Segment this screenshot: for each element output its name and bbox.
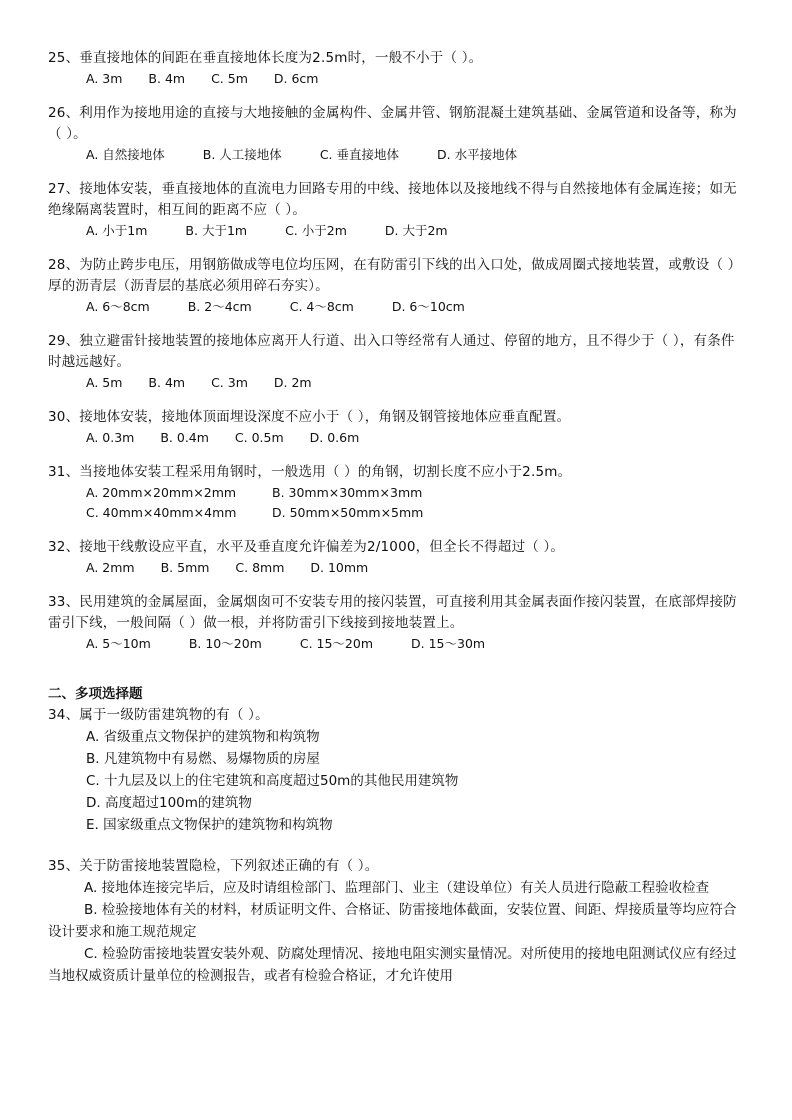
question-text: 35、关于防雷接地装置隐检，下列叙述正确的有（ ）。 (48, 858, 379, 874)
option-d: D. 2m (273, 375, 312, 390)
question-text: 30、接地体安装，接地体顶面埋设深度不应小于（ ），角钢及钢管接地体应垂直配置。 (48, 409, 571, 425)
document-page (48, 48, 748, 1001)
question-text: 31、当接地体安装工程采用角钢时，一般选用（ ）的角钢，切割长度不应小于2.5m。 (48, 464, 572, 480)
options (48, 69, 748, 89)
option-d: D. 6cm (273, 71, 319, 86)
options (48, 483, 748, 503)
option-c: C. 5m (211, 71, 248, 86)
question-35 (48, 856, 748, 987)
question-33 (48, 592, 748, 654)
question-text: 33、民用建筑的金属屋面，金属烟囱可不安装专用的接闪装置，可直接利用其金属表面作接闪装置，在底部焊接防雷引下线，一般间隔（ ）做一根，并将防雷引下线接到接地装置上。 (48, 594, 737, 631)
option-d: D. 6～10cm (391, 299, 465, 314)
option-d: D. 10mm (310, 560, 369, 575)
section-title: 二、多项选择题 (48, 686, 143, 702)
option-b: B. 4m (148, 375, 186, 390)
option-a: A. 3m (86, 71, 123, 86)
options (48, 726, 748, 836)
option-a: A. 5m (86, 375, 123, 390)
option-d: D. 高度超过100m的建筑物 (86, 795, 252, 811)
question-32 (48, 537, 748, 578)
option-c: C. 4～8cm (289, 299, 354, 314)
question-25 (48, 48, 748, 89)
question-text: 25、垂直接地体的间距在垂直接地体长度为2.5m时，一般不小于（ ）。 (48, 50, 483, 66)
option-a: A. 0.3m (86, 430, 135, 445)
option-c: C. 检验防雷接地装置安装外观、防腐处理情况、接地电阻实测实量情况。对所使用的接地电阻测试仪应有经过当地权威资质计量单位的检测报告，或者有检验合格证，才允许使用 (48, 946, 737, 984)
option-b: B. 5mm (160, 560, 210, 575)
question-30 (48, 407, 748, 448)
question-28 (48, 255, 748, 317)
option-d: D. 15～30m (411, 636, 486, 651)
options (48, 428, 748, 448)
option-a: A. 小于1m (86, 223, 148, 238)
options (48, 558, 748, 578)
option-b: B. 大于1m (185, 223, 248, 238)
option-d: D. 0.6m (309, 430, 360, 445)
option-c: C. 40mm×40mm×4mm (86, 505, 237, 520)
option-b: B. 10～20m (188, 636, 262, 651)
options (48, 221, 748, 241)
option-b: B. 30mm×30mm×3mm (272, 485, 423, 500)
question-text: 34、属于一级防雷建筑物的有（ ）。 (48, 707, 269, 723)
option-c: C. 垂直接地体 (319, 147, 399, 162)
options (48, 503, 748, 523)
question-26 (48, 103, 748, 165)
option-a: A. 6～8cm (86, 299, 150, 314)
option-c: C. 15～20m (299, 636, 374, 651)
option-d: D. 大于2m (384, 223, 448, 238)
option-c: C. 8mm (235, 560, 285, 575)
options (48, 297, 748, 317)
question-34 (48, 705, 748, 836)
option-a: A. 自然接地体 (86, 147, 165, 162)
option-a: A. 5～10m (86, 636, 151, 651)
options (48, 373, 748, 393)
option-c: C. 3m (211, 375, 248, 390)
option-b: B. 4m (148, 71, 186, 86)
option-b: B. 人工接地体 (202, 147, 282, 162)
option-d: D. 50mm×50mm×5mm (272, 505, 424, 520)
option-b: B. 凡建筑物中有易燃、易爆物质的房屋 (86, 751, 320, 767)
option-a: A. 接地体连接完毕后，应及时请组检部门、监理部门、业主（建设单位）有关人员进行隐蔽工程验收检查 (84, 880, 710, 896)
option-d: D. 水平接地体 (437, 147, 518, 162)
question-text: 32、接地干线敷设应平直，水平及垂直度允许偏差为2/1000，但全长不得超过（ ）。 (48, 539, 565, 555)
options (48, 145, 748, 165)
question-31 (48, 462, 748, 523)
options (48, 634, 748, 654)
option-c: C. 0.5m (234, 430, 284, 445)
option-b: B. 2～4cm (187, 299, 252, 314)
option-c: C. 十九层及以上的住宅建筑和高度超过50m的其他民用建筑物 (86, 773, 459, 789)
question-27 (48, 179, 748, 241)
option-b: B. 0.4m (160, 430, 209, 445)
question-text: 29、独立避雷针接地装置的接地体应离开人行道、出入口等经常有人通过、停留的地方，且不得少于（ ），有条件时越远越好。 (48, 333, 735, 370)
question-text: 27、接地体安装，垂直接地体的直流电力回路专用的中线、接地体以及接地线不得与自然接地体有金属连接；如无绝缘隔离装置时，相互间的距离不应（ ）。 (48, 181, 737, 218)
option-a: A. 省级重点文物保护的建筑物和构筑物 (86, 729, 320, 745)
question-text: 26、利用作为接地用途的直接与大地接触的金属构件、金属井管、钢筋混凝土建筑基础、金属管道和设备等，称为（ ）。 (48, 105, 737, 142)
option-e: E. 国家级重点文物保护的建筑物和构筑物 (86, 817, 333, 833)
option-b: B. 检验接地体有关的材料，材质证明文件、合格证、防雷接地体截面，安装位置、间距、焊接质量等均应符合设计要求和施工规范规定 (48, 902, 737, 940)
option-c: C. 小于2m (285, 223, 347, 238)
option-a: A. 20mm×20mm×2mm (86, 485, 237, 500)
question-29 (48, 331, 748, 393)
option-a: A. 2mm (86, 560, 135, 575)
question-text: 28、为防止跨步电压，用钢筋做成等电位均压网，在有防雷引下线的出入口处，做成周圈式接地装置，或敷设（ ）厚的沥青层（沥青层的基底必须用碎石夯实）。 (48, 257, 742, 294)
